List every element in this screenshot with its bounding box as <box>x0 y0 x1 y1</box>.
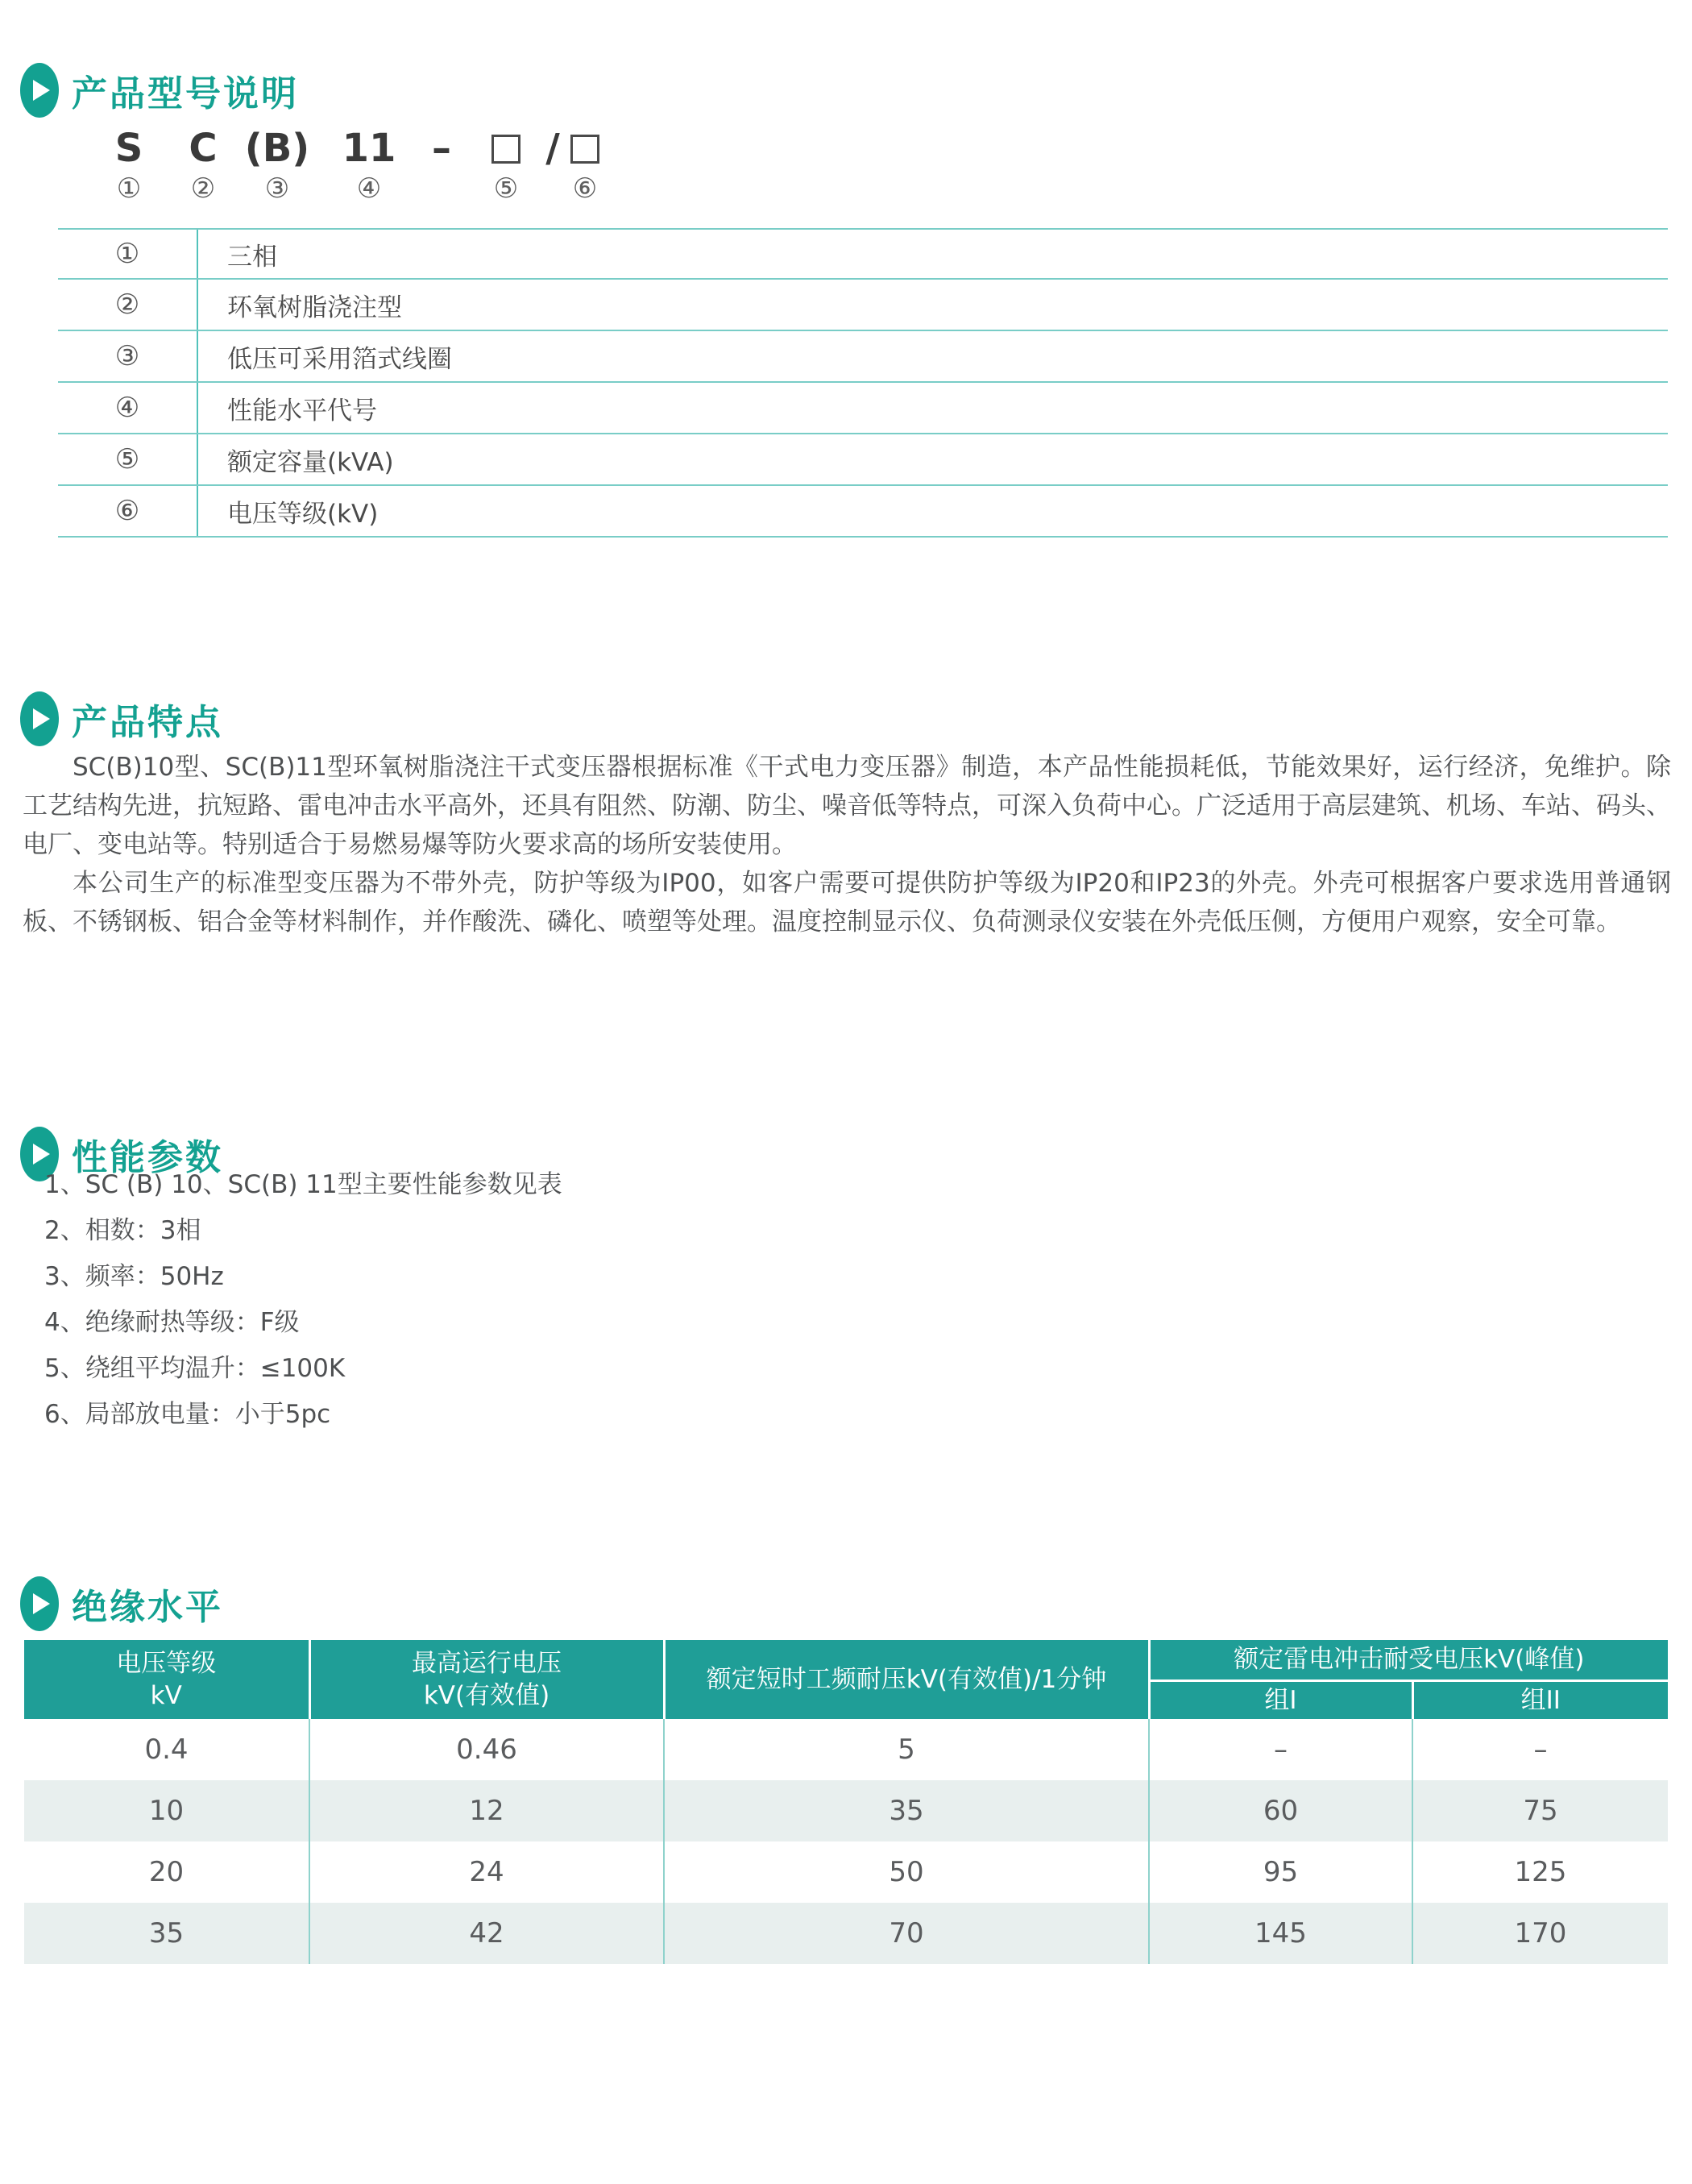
legend-label: 性能水平代号 <box>227 396 377 426</box>
code-symbol: 11 <box>342 126 396 171</box>
table-row <box>24 1841 1668 1903</box>
code-circled-number: ① <box>116 172 142 205</box>
legend-label: 额定容量(kVA) <box>227 447 394 477</box>
header-power-frequency-withstand: 额定短时工频耐压kV(有效值)/1分钟 <box>664 1640 1149 1719</box>
table-cell: 60 <box>1149 1780 1412 1841</box>
legend-label: 电压等级(kV) <box>227 499 379 529</box>
section-title-insulation: 绝缘水平 <box>72 1587 223 1628</box>
code-item <box>567 127 603 205</box>
section-header-features <box>20 691 223 746</box>
table-cell: 42 <box>309 1903 664 1964</box>
code-item <box>245 127 309 205</box>
play-bullet-icon <box>20 63 59 118</box>
legend-circled-number: ④ <box>58 383 198 433</box>
code-item <box>488 127 524 205</box>
section-title-performance: 性能参数 <box>72 1137 223 1178</box>
performance-item: 6、局部放电量：小于5pc <box>44 1400 331 1429</box>
features-paragraph-1: SC(B)10型、SC(B)11型环氧树脂浇注干式变压器根据标准《干式电力变压器》制造，本产品性能损耗低，节能效果好，运行经济，免维护。除工艺结构先进，抗短路、雷电冲击水平高外，还具有阻然、防潮、防尘、噪音低等特点，可深入负荷中心。广泛适用于高层建筑、机场、车站、码头、电厂、变电站等。特别适合于易燃易爆等防火要求高的场所安装使用。 <box>23 753 1671 859</box>
header-group-1: 组I <box>1149 1680 1412 1719</box>
code-symbol: S <box>114 126 143 171</box>
legend-row <box>58 280 1668 331</box>
code-circled-number: ④ <box>356 172 382 205</box>
features-paragraphs <box>23 748 1671 941</box>
code-symbol: C <box>189 126 218 171</box>
table-cell: 70 <box>664 1903 1149 1964</box>
code-symbol: (B) <box>244 126 310 171</box>
legend-row <box>58 228 1668 280</box>
table-cell: 125 <box>1412 1841 1668 1903</box>
performance-item: 2、相数：3相 <box>44 1216 201 1245</box>
header-lightning-impulse: 额定雷电冲击耐受电压kV(峰值) <box>1149 1640 1668 1680</box>
code-circled-number: ⑤ <box>493 172 519 205</box>
table-row <box>24 1780 1668 1841</box>
legend-circled-number: ② <box>58 280 198 330</box>
triangle-icon <box>33 80 50 101</box>
code-symbol: – <box>432 126 451 171</box>
section-header-insulation <box>20 1576 223 1631</box>
legend-circled-number: ⑤ <box>58 434 198 484</box>
performance-item: 5、绕组平均温升：≤100K <box>44 1354 346 1383</box>
legend-row <box>58 331 1668 383</box>
code-circled-number: ⑥ <box>572 172 598 205</box>
header-voltage-class-line2: kV <box>150 1681 182 1710</box>
table-cell: 35 <box>148 1917 185 1949</box>
header-max-operating-voltage <box>309 1640 664 1719</box>
legend-row <box>58 434 1668 486</box>
performance-item: 4、绝缘耐热等级：F级 <box>44 1308 300 1337</box>
table-cell: 50 <box>664 1841 1149 1903</box>
insulation-table <box>24 1640 1668 1964</box>
legend-circled-number: ③ <box>58 331 198 381</box>
table-cell: 24 <box>309 1841 664 1903</box>
triangle-icon <box>33 1593 50 1614</box>
header-max-voltage-line1: 最高运行电压 <box>412 1649 562 1678</box>
play-bullet-icon <box>20 1576 59 1631</box>
header-voltage-class <box>24 1640 309 1719</box>
table-cell: 35 <box>664 1780 1149 1841</box>
table-cell: 20 <box>148 1856 185 1888</box>
code-item <box>421 127 462 205</box>
code-circled-number: ③ <box>264 172 290 205</box>
table-cell: – <box>1412 1719 1668 1780</box>
table-cell: 12 <box>309 1780 664 1841</box>
legend-label: 低压可采用箔式线圈 <box>227 344 452 374</box>
section-header-model <box>20 63 299 118</box>
performance-item: 3、频率：50Hz <box>44 1262 224 1291</box>
model-code-row <box>109 127 603 205</box>
play-bullet-icon <box>20 691 59 746</box>
table-cell: 10 <box>148 1795 185 1827</box>
table-row <box>24 1903 1668 1964</box>
header-max-voltage-line2: kV(有效值) <box>423 1681 550 1710</box>
section-title-features: 产品特点 <box>72 702 223 743</box>
code-circled-number: ② <box>190 172 216 205</box>
legend-circled-number: ⑥ <box>58 486 198 536</box>
section-title-model: 产品型号说明 <box>72 73 299 114</box>
blank-box-icon <box>570 135 599 164</box>
performance-list <box>44 1162 562 1438</box>
legend-label: 环氧树脂浇注型 <box>227 293 402 322</box>
features-paragraph-2: 本公司生产的标准型变压器为不带外壳，防护等级为IP00，如客户需要可提供防护等级为IP20和IP23的外壳。外壳可根据客户要求选用普通钢板、不锈钢板、铝合金等材料制作，并作酸洗、磷化、喷塑等处理。温度控制显示仪、负荷测录仪安装在外壳低压侧，方便用户观察，安全可靠。 <box>23 869 1671 936</box>
table-cell: 95 <box>1149 1841 1412 1903</box>
blank-box-icon <box>491 135 520 164</box>
table-row <box>24 1719 1668 1780</box>
legend-row <box>58 383 1668 434</box>
code-item <box>541 127 565 205</box>
code-item <box>183 127 223 205</box>
table-cell: 170 <box>1412 1903 1668 1964</box>
header-voltage-class-line1: 电压等级 <box>116 1649 217 1678</box>
table-cell: 145 <box>1149 1903 1412 1964</box>
performance-item: 1、SC (B) 10、SC(B) 11型主要性能参数见表 <box>44 1170 562 1199</box>
model-legend-table <box>58 228 1668 538</box>
table-cell: 75 <box>1412 1780 1668 1841</box>
legend-label: 三相 <box>227 242 277 272</box>
table-cell: 0.46 <box>309 1719 664 1780</box>
legend-row <box>58 486 1668 538</box>
triangle-icon <box>33 708 50 729</box>
code-item <box>109 127 149 205</box>
table-cell: 0.4 <box>144 1733 189 1766</box>
legend-circled-number: ① <box>58 230 198 278</box>
table-cell: – <box>1149 1719 1412 1780</box>
table-cell: 5 <box>664 1719 1149 1780</box>
header-group-2: 组II <box>1412 1680 1668 1719</box>
code-symbol: / <box>545 126 560 171</box>
code-item <box>341 127 397 205</box>
